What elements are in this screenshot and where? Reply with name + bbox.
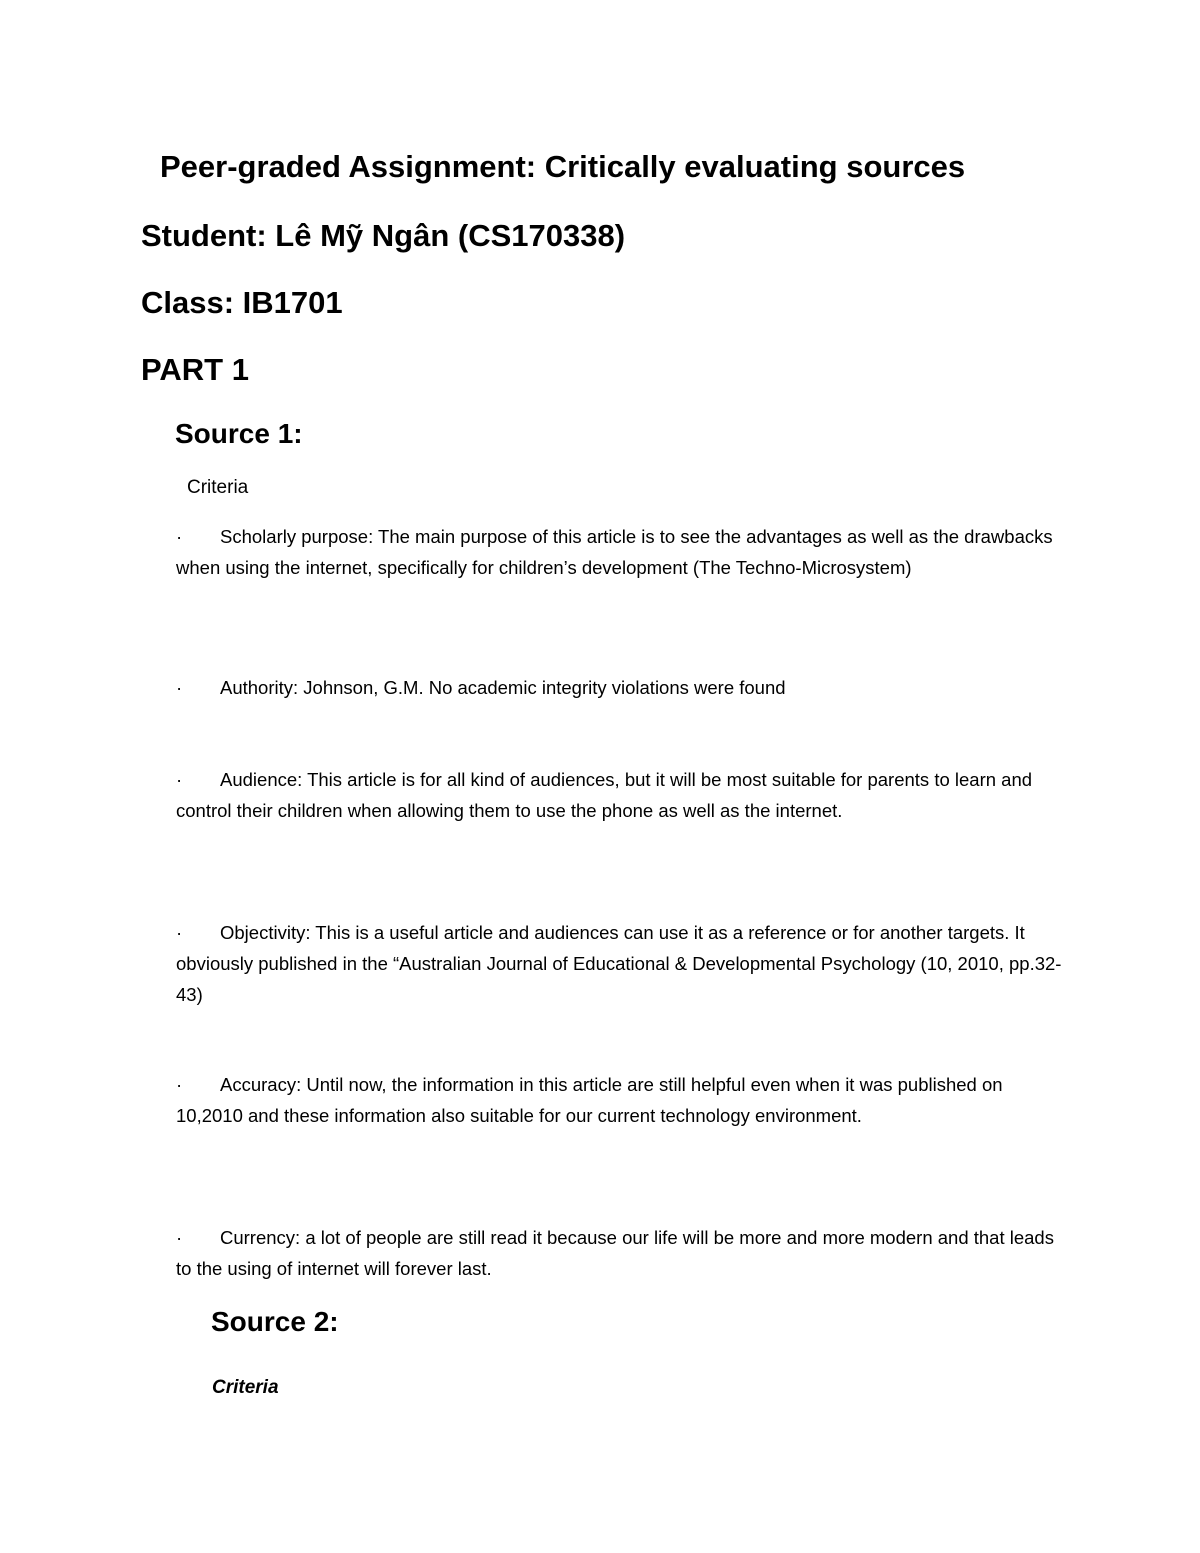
bullet-marker: · — [176, 769, 183, 790]
criteria-item-audience — [176, 764, 1071, 826]
source-1-criteria-label: Criteria — [187, 477, 249, 498]
criteria-item-authority — [176, 672, 1071, 703]
criteria-item-text: Objectivity: This is a useful article and audiences can use it as a reference or for another targets. It obviously published in the “Australian Journal of Educational & Developmental Psychology (10, 2010, pp.32-43) — [176, 922, 1062, 1005]
criteria-item-scholarly-purpose — [176, 521, 1071, 583]
criteria-item-objectivity — [176, 917, 1071, 1010]
source-1-heading: Source 1: — [175, 418, 303, 449]
student-line: Student: Lê Mỹ Ngân (CS170338) — [141, 218, 626, 253]
criteria-item-accuracy — [176, 1069, 1071, 1131]
criteria-item-currency — [176, 1222, 1071, 1284]
class-line: Class: IB1701 — [141, 285, 343, 320]
source-2-criteria-label: Criteria — [212, 1377, 279, 1398]
part-heading: PART 1 — [141, 352, 249, 387]
bullet-marker: · — [176, 526, 183, 547]
criteria-item-text: Accuracy: Until now, the information in this article are still helpful even when it was published on 10,2010 and these information also suitable for our current technology environment. — [176, 1074, 1003, 1126]
criteria-item-text: Currency: a lot of people are still read it because our life will be more and more modern and that leads to the using of internet will forever last. — [176, 1227, 1054, 1279]
bullet-marker: · — [176, 922, 183, 943]
bullet-marker: · — [176, 1074, 183, 1095]
criteria-item-text: Audience: This article is for all kind of audiences, but it will be most suitable for parents to learn and control their children when allowing them to use the phone as well as the internet. — [176, 769, 1033, 821]
document-title: Peer-graded Assignment: Critically evaluating sources — [160, 149, 966, 184]
bullet-marker: · — [176, 677, 183, 698]
criteria-item-text: Authority: Johnson, G.M. No academic integrity violations were found — [220, 677, 786, 698]
bullet-marker: · — [176, 1227, 183, 1248]
source-2-heading: Source 2: — [211, 1306, 339, 1337]
criteria-item-text: Scholarly purpose: The main purpose of this article is to see the advantages as well as the drawbacks when using the internet, specifically for children’s development (The Techno-Microsystem) — [176, 526, 1053, 578]
